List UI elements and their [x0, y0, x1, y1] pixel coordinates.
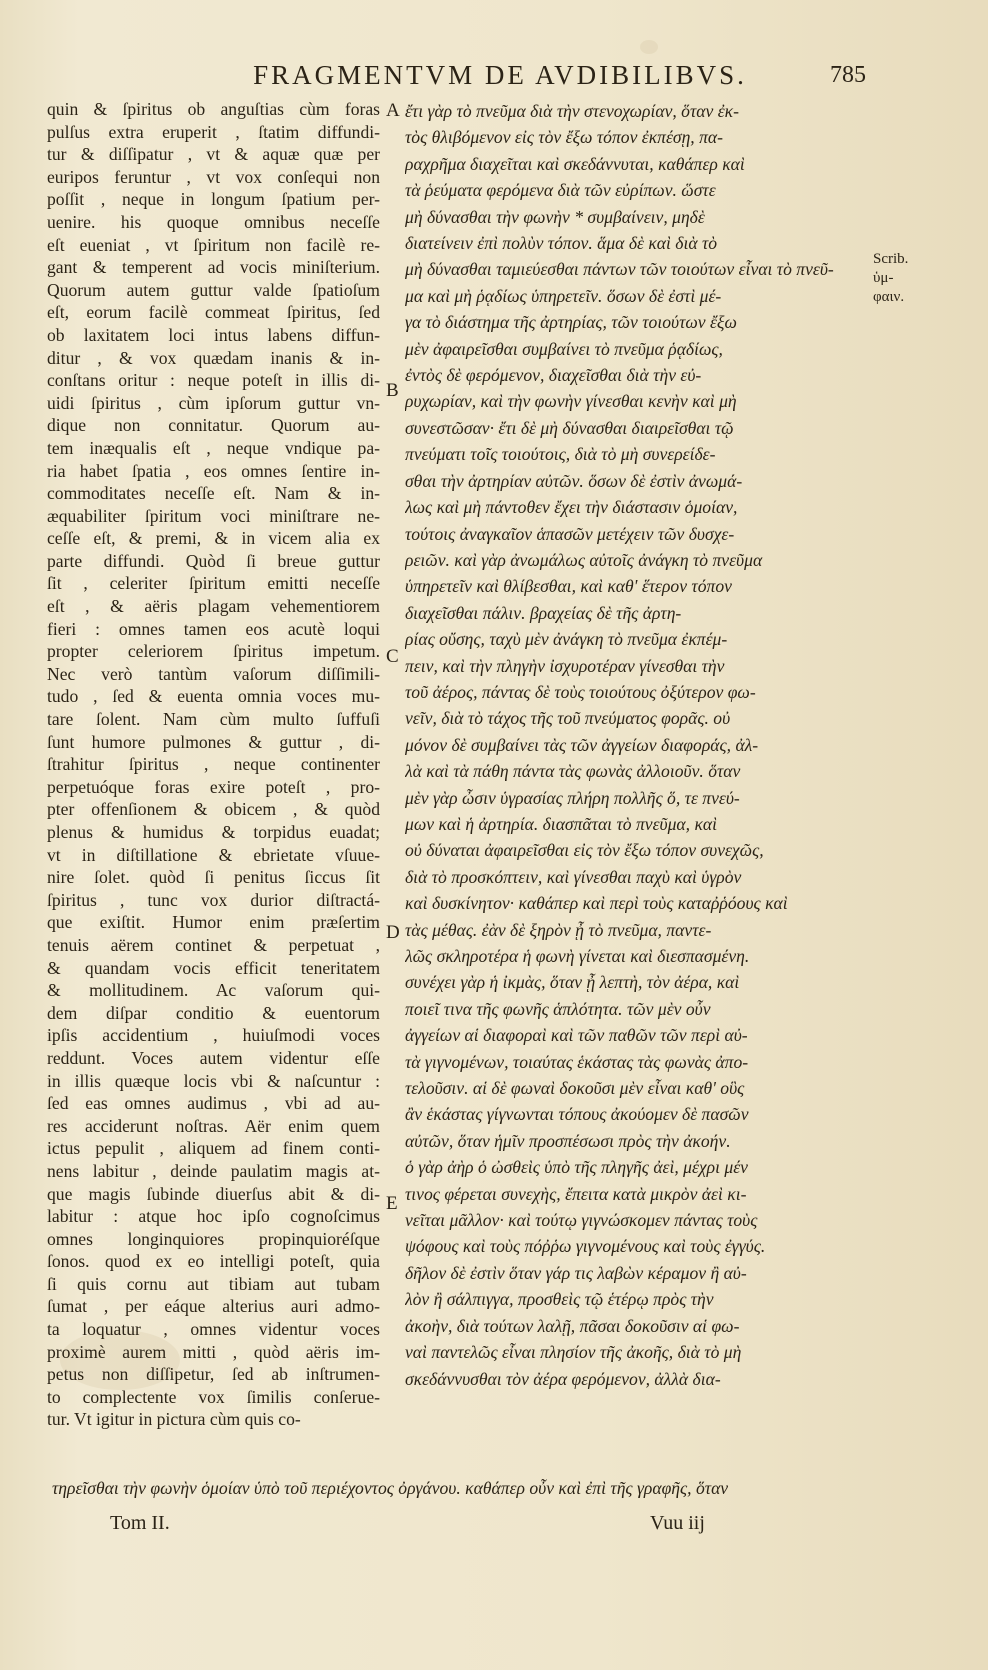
- latin-text-line: ſumat , per eáque alterius auri admo-: [47, 1296, 380, 1317]
- latin-text-line: propter celeriorem ſpiritus impetum.: [47, 641, 380, 662]
- greek-text-line: λως καὶ μὴ πάντοθεν ἔχει τὴν διάστασιν ὁμοίαν,: [405, 497, 738, 518]
- latin-text-line: conſtans oritur : neque poteſt in illis di-: [47, 370, 380, 391]
- latin-text-line: eſt, eorum facilè commeat ſpiritus, ſed: [47, 302, 380, 323]
- greek-text-line: μων καὶ ἡ ἀρτηρία. διασπᾶται τὸ πνεῦμα, καὶ: [405, 813, 718, 834]
- latin-text-line: to complectente vox ſimilis conſerue-: [47, 1386, 380, 1407]
- greek-text-line: ρειῶν. καὶ γὰρ ἀνωμάλως αὐτοῖς ἀνάγκη τὸ πνεῦμα: [405, 549, 763, 570]
- latin-text-line: æquabiliter ſpiritum voci miniſtrare ne-: [47, 505, 380, 526]
- latin-text-line: Nec verò tantùm vaſorum diſſimili-: [47, 663, 380, 684]
- latin-text-line: proximè aurem mitti , quòd aëris im-: [47, 1341, 380, 1362]
- latin-text-line: ſed eas omnes audimus , vbi ad au-: [47, 1093, 380, 1114]
- greek-text-line: ραχρῆμα διαχεῖται καὶ σκεδάννυται, καθάπερ καὶ: [405, 153, 745, 174]
- signature-mark: Vuu iij: [650, 1512, 705, 1534]
- greek-text-line: τὰς μέθας. ἐὰν δὲ ξηρὸν ᾖ τὸ πνεῦμα, παντε-: [405, 919, 712, 940]
- greek-text-line: διατείνειν ἐπὶ πολὺν τόπον. ἅμα δὲ καὶ διὰ τὸ: [405, 233, 718, 254]
- greek-text-line: τούτοις ἀναγκαῖον ἁπασῶν μετέχειν τῶν δυσχε-: [405, 523, 735, 544]
- latin-text-line: quin & ſpiritus ob anguſtias cùm foras: [47, 99, 380, 119]
- latin-text-line: ditur , & vox quædam inanis & in-: [47, 347, 380, 368]
- latin-text-line: ſtrahitur ſpiritus , neque continenter: [47, 754, 380, 775]
- latin-text-line: in illis quæque locis vbi & naſcuntur :: [47, 1070, 380, 1091]
- latin-text-line: ſit , celeriter ſpiritum emitti neceſſe: [47, 573, 380, 594]
- volume-label: Tom II.: [110, 1512, 170, 1534]
- latin-text-line: pter offenſionem & obicem , & quòd: [47, 799, 380, 820]
- greek-text-line: δῆλον δὲ ἐστὶν ὅταν γάρ τις λαβὼν κέραμον ἢ αὐ-: [405, 1262, 747, 1283]
- latin-text-line: ta loquatur , omnes videntur voces: [47, 1319, 380, 1340]
- latin-text-line: ria habet ſpatia , eos omnes ſentire in-: [47, 460, 380, 481]
- latin-text-line: tudo , ſed & euenta omnia voces mu-: [47, 686, 380, 707]
- greek-text-line: ἐντὸς δὲ φερόμενον, διαχεῖσθαι διὰ τὴν εὐ-: [405, 365, 702, 386]
- latin-text-line: ceſſe eſt, & premi, & in vicem alia ex: [47, 528, 380, 549]
- latin-text-line: dem diſpar conditio & euentorum: [47, 1002, 380, 1023]
- marginal-note-line: ὑμ-: [873, 270, 894, 286]
- greek-text-line: μὲν ἀφαιρεῖσθαι συμβαίνει τὸ πνεῦμα ῥᾳδίως,: [405, 338, 723, 359]
- greek-text-line: τὰ ῥεύματα φερόμενα διὰ τῶν εὐρίπων. ὥστε: [405, 180, 716, 201]
- greek-text-line: μὲν γὰρ ὦσιν ὑγρασίας πλήρη πολλῆς ὅ, τε πνεύ-: [405, 787, 740, 808]
- greek-text-line: συνέχει γὰρ ἡ ἰκμὰς, ὅταν ᾖ λεπτὴ, τὸν ἀέρα, καὶ: [405, 972, 740, 993]
- margin-marker-e: E: [386, 1193, 398, 1214]
- greek-text-line: σθαι τὴν ἀρτηρίαν αὐτῶν. ὅσων δὲ ἐστὶν ἀνωμά-: [405, 470, 743, 491]
- greek-text-line: ἀκοὴν, διὰ τούτων λαλῇ, πᾶσαι δοκοῦσιν αἱ φω-: [405, 1315, 740, 1336]
- greek-text-line: ἂν ἑκάστας γίγνωνται τόπους ἀκούομεν δὲ πασῶν: [405, 1104, 749, 1125]
- margin-marker-a: A: [386, 100, 400, 121]
- margin-marker-c: C: [386, 646, 399, 667]
- latin-text-line: commoditates neceſſe eſt. Nam & in-: [47, 483, 380, 504]
- greek-text-line: καὶ δυσκίνητον· καθάπερ καὶ περὶ τοὺς καταῤῥόους καὶ: [405, 893, 788, 914]
- greek-text-line: ναὶ παντελῶς εἶναι πλησίον τῆς ἀκοῆς, διὰ τὸ μὴ: [405, 1342, 742, 1363]
- greek-text-line: ἔτι γὰρ τὸ πνεῦμα διὰ τὴν στενοχωρίαν, ὅταν ἐκ-: [405, 101, 739, 121]
- latin-text-line: tenuis aërem continet & perpetuat ,: [47, 934, 380, 955]
- greek-text-line: μα καὶ μὴ ῥᾳδίως ὑπηρετεῖν. ὅσων δὲ ἐστὶ μέ-: [405, 285, 722, 306]
- greek-text-line: διὰ τὸ προσκόπτειν, καὶ γίνεσθαι παχὺ καὶ ὑγρὸν: [405, 866, 742, 887]
- latin-text-line: & quandam vocis efficit teneritatem: [47, 957, 380, 978]
- latin-text-line: euripos feruntur , vt vox conſequi non: [47, 166, 380, 187]
- greek-text-line: ψόφους καὶ τοὺς πόῤῥω γιγνομένους καὶ τοὺς ἐγγύς.: [405, 1236, 766, 1257]
- latin-text-line: uidi ſpiritus , cùm ipſorum guttur vn-: [47, 392, 380, 413]
- latin-text-line: plenus & humidus & torpidus euadat;: [47, 822, 380, 842]
- greek-text-line: μὴ δύνασθαι τὴν φωνὴν * συμβαίνειν, μηδὲ: [405, 206, 705, 227]
- latin-text-line: ſpiritus , tunc vox durior diſtractá-: [47, 889, 380, 910]
- marginal-note-line: φαιν.: [873, 289, 905, 305]
- greek-text-line: νεῖται μᾶλλον· καὶ τούτῳ γιγνώσκομεν πάντας τοὺς: [405, 1210, 758, 1231]
- greek-text-line: λῶς σκληροτέρα ἡ φωνὴ γίνεται καὶ διεσπασμένη.: [405, 946, 750, 966]
- latin-text-line: poſſit , neque in longum ſpatium per-: [47, 189, 380, 210]
- greek-continuation-line: τηρεῖσθαι τὴν φωνὴν ὁμοίαν ὑπὸ τοῦ περιέχοντος ὀργάνου. καθάπερ οὖν καὶ ἐπὶ τῆς γραφῆς, ὅταν: [52, 1478, 729, 1498]
- greek-text-line: τινος φέρεται συνεχὴς, ἔπειτα κατὰ μικρὸν ἀεὶ κι-: [405, 1183, 747, 1204]
- latin-text-line: vt in diſtillatione & ebrietate vſuue-: [47, 844, 380, 865]
- page-number: 785: [830, 62, 866, 88]
- latin-text-line: que magis ſubinde diuerſus abit & di-: [47, 1183, 380, 1204]
- latin-text-line: eſt eueniat , vt ſpiritum non facilè re-: [47, 234, 380, 255]
- latin-text-line: Quorum autem guttur valde ſpatioſum: [47, 279, 380, 300]
- latin-text-line: nire ſolet. quòd ſi penitus ſiccus ſit: [47, 867, 380, 888]
- latin-text-line: perpetuóque foras exire poteſt , pro-: [47, 776, 380, 797]
- latin-text-line: ſonos. quod ex eo intelligi poteſt, quia: [47, 1251, 380, 1272]
- latin-text-line: labitur : atque hoc ipſo cognoſcimus: [47, 1206, 380, 1227]
- greek-text-line: ποιεῖ τινα τῆς φωνῆς ἁπλότητα. τῶν μὲν οὖν: [405, 998, 711, 1019]
- greek-text-line: διαχεῖσθαι πάλιν. βραχείας δὲ τῆς ἀρτη-: [405, 602, 682, 623]
- greek-text-line: μὴ δύνασθαι ταμιεύεσθαι πάντων τῶν τοιούτων εἶναι τὸ πνεῦ-: [405, 259, 834, 280]
- greek-text-line: τοῦ ἀέρος, πάντας δὲ τοὺς τοιούτους ὀξύτερον φω-: [405, 681, 756, 702]
- latin-text-line: gant & temperent ad vocis miniſterium.: [47, 257, 380, 278]
- greek-text-line: σκεδάννυσθαι τὸν ἀέρα φερόμενον, ἀλλὰ δια-: [405, 1368, 721, 1389]
- greek-text-line: τὸς θλιβόμενον εἰς τὸν ἔξω τόπον ἐκπέσῃ, πα-: [405, 127, 724, 148]
- greek-text-line: ὁ γὰρ ἀὴρ ὁ ὠσθεὶς ὑπὸ τῆς πληγῆς ἀεὶ, μέχρι μέν: [405, 1157, 748, 1178]
- greek-text-line: ἀγγείων αἱ διαφοραὶ καὶ τῶν παθῶν τῶν περὶ αὐ-: [405, 1025, 748, 1046]
- latin-text-line: & mollitudinem. Ac vaſorum qui-: [47, 980, 380, 1001]
- latin-text-line: omnes longinquiores propinquioréſque: [47, 1228, 380, 1249]
- greek-text-line: αὐτῶν, ὅταν ἡμῖν προσπέσωσι πρὸς τὴν ἀκοήν.: [405, 1130, 731, 1151]
- latin-text-line: tur & diſſipatur , vt & aquæ quæ per: [47, 144, 380, 165]
- greek-text-line: μόνον δὲ συμβαίνει τὰς τῶν ἀγγείων διαφοράς, ἀλ-: [405, 734, 759, 755]
- latin-text-line: tur. Vt igitur in pictura cùm quis co-: [47, 1409, 301, 1430]
- latin-text-line: ipſis accidentium , huiuſmodi voces: [47, 1025, 380, 1046]
- greek-text-line: ρίας οὔσης, ταχὺ μὲν ἀνάγκη τὸ πνεῦμα ἐκπέμ-: [405, 629, 728, 650]
- latin-text-line: eſt , & aëris plagam vehementiorem: [47, 596, 380, 617]
- greek-text-line: λὰ καὶ τὰ πάθη πάντα τὰς φωνὰς ἀλλοιοῦν. ὅταν: [405, 761, 741, 782]
- latin-text-line: ob laxitatem loci intus labens diffun-: [47, 324, 380, 345]
- margin-marker-b: B: [386, 380, 399, 401]
- greek-column: [405, 98, 875, 1392]
- latin-text-line: ictus pepulit , aliquem ad finem conti-: [47, 1138, 380, 1159]
- greek-text-line: συνεστῶσαν· ἔτι δὲ μὴ δύνασθαι διαιρεῖσθαι τῷ: [405, 417, 734, 438]
- greek-text-line: λὸν ἢ σάλπιγγα, προσθεὶς τῷ ἑτέρῳ πρὸς τὴν: [405, 1289, 714, 1310]
- greek-text-line: πειν, καὶ τὴν πληγὴν ἰσχυροτέραν γίνεσθαι τὴν: [405, 655, 725, 676]
- latin-text-line: tem inæqualis eſt , neque vndique pa-: [47, 437, 380, 458]
- latin-text-line: tare ſolent. Nam cùm multo ſuffuſi: [47, 709, 380, 730]
- greek-text-line: γα τὸ διάστημα τῆς ἀρτηρίας, τῶν τοιούτων ἔξω: [405, 312, 737, 333]
- marginal-note: [873, 250, 953, 307]
- latin-text-line: que exiſtit. Humor enim præſertim: [47, 912, 380, 933]
- greek-text-line: πνεύματι τοῖς τοιούτοις, διὰ τὸ μὴ συνερείδε-: [405, 444, 716, 465]
- greek-text-line: νεῖν, διὰ τὸ τάχος τῆς τοῦ πνεύματος φορᾶς. οὐ: [405, 708, 731, 729]
- greek-text-line: τὰ γιγνομένων, τοιαύτας ἑκάστας τὰς φωνὰς ἀπο-: [405, 1051, 749, 1072]
- margin-marker-d: D: [386, 922, 400, 943]
- latin-text-line: ſi quis cornu aut tibiam aut tubam: [47, 1273, 380, 1294]
- latin-text-line: ſunt humore pulmones & guttur , di-: [47, 731, 380, 752]
- latin-text-line: parte diffundi. Quòd ſi breue guttur: [47, 550, 380, 571]
- latin-text-line: petus non diſſipetur, ſed ab inſtrumen-: [47, 1364, 380, 1385]
- latin-text-line: reddunt. Voces autem videntur eſſe: [47, 1047, 380, 1068]
- greek-text-line: οὐ δύναται ἀφαιρεῖσθαι εἰς τὸν ἔξω τόπον συνεχῶς,: [405, 840, 764, 861]
- latin-text-line: pulſus extra eruperit , ſtatim diffundi-: [47, 121, 380, 142]
- latin-text-line: uenire. his quoque omnibus neceſſe: [47, 211, 380, 232]
- paper-stain: [640, 40, 658, 54]
- latin-text-line: fieri : omnes tamen eos acutè loqui: [47, 618, 380, 639]
- marginal-note-line: Scrib.: [873, 251, 909, 267]
- latin-text-line: dique non connitatur. Quorum au-: [47, 415, 380, 436]
- latin-text-line: res acciderunt noſtras. Aër enim quem: [47, 1115, 380, 1136]
- latin-text-line: nens labitur , deinde paulatim magis at-: [47, 1160, 380, 1181]
- greek-text-line: ὑπηρετεῖν καὶ θλίβεσθαι, καὶ καθ' ἕτερον τόπον: [405, 576, 732, 597]
- greek-text-line: τελοῦσιν. αἱ δὲ φωναὶ δοκοῦσι μὲν εἶναι καθ' οὓς: [405, 1078, 745, 1099]
- running-title: FRAGMENTVM DE AVDIBILIBVS.: [253, 60, 747, 90]
- greek-text-line: ρυχωρίαν, καὶ τὴν φωνὴν γίνεσθαι κενὴν καὶ μὴ: [405, 391, 737, 412]
- latin-column: [47, 98, 380, 1431]
